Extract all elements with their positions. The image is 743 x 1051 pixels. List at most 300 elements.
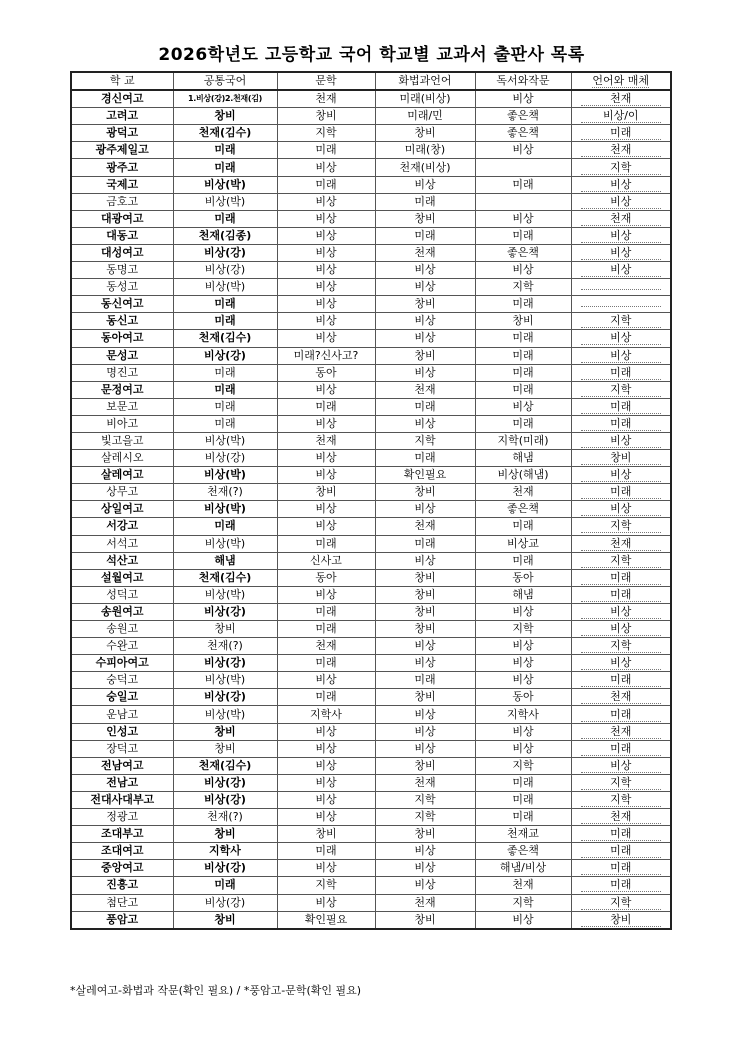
common-korean-cell: 비상(박) (173, 706, 277, 723)
reading-writing-cell: 해냄 (475, 586, 571, 603)
language-media-cell (571, 638, 671, 655)
common-korean-cell: 창비 (173, 911, 277, 929)
speech-language-cell: 창비 (375, 603, 475, 620)
reading-writing-cell: 비상 (475, 603, 571, 620)
school-cell: 문정여고 (71, 381, 173, 398)
table-row (71, 809, 671, 826)
speech-language-cell: 비상 (375, 330, 475, 347)
language-media-value: 천재 (581, 92, 661, 106)
reading-writing-cell: 미래 (475, 330, 571, 347)
language-media-cell (571, 313, 671, 330)
literature-cell: 비상 (277, 740, 375, 757)
table-row (71, 227, 671, 244)
school-cell: 숭덕고 (71, 672, 173, 689)
literature-cell: 비상 (277, 450, 375, 467)
language-media-value: 비상 (581, 605, 661, 619)
language-media-value: 비상 (581, 263, 661, 277)
language-media-value: 미래 (581, 126, 661, 140)
reading-writing-cell: 지학 (475, 621, 571, 638)
language-media-value: 지학 (581, 793, 661, 807)
language-media-cell (571, 621, 671, 638)
table-row (71, 159, 671, 176)
common-korean-cell: 미래 (173, 518, 277, 535)
literature-cell: 비상 (277, 757, 375, 774)
table-row (71, 450, 671, 467)
school-cell: 보문고 (71, 398, 173, 415)
speech-language-cell: 창비 (375, 569, 475, 586)
table-row (71, 364, 671, 381)
literature-cell: 비상 (277, 296, 375, 313)
speech-language-cell: 창비 (375, 826, 475, 843)
reading-writing-cell: 비상(해냄) (475, 467, 571, 484)
language-media-cell (571, 826, 671, 843)
language-media-value: 비상 (581, 246, 661, 260)
language-media-value: 지학 (581, 314, 661, 328)
language-media-value: 창비 (581, 913, 661, 927)
literature-cell: 창비 (277, 826, 375, 843)
language-media-value: 미래 (581, 485, 661, 499)
speech-language-cell: 천재(비상) (375, 159, 475, 176)
table-row (71, 381, 671, 398)
speech-language-cell: 미래 (375, 193, 475, 210)
common-korean-cell: 비상(강) (173, 894, 277, 911)
reading-writing-cell: 비상 (475, 740, 571, 757)
language-media-cell (571, 262, 671, 279)
common-korean-cell: 비상(박) (173, 432, 277, 449)
language-media-value: 비상 (581, 349, 661, 363)
reading-writing-cell: 미래 (475, 791, 571, 808)
reading-writing-cell: 미래 (475, 364, 571, 381)
table-row (71, 432, 671, 449)
common-korean-cell: 비상(강) (173, 689, 277, 706)
common-korean-cell: 미래 (173, 313, 277, 330)
language-media-cell (571, 672, 671, 689)
table-row (71, 689, 671, 706)
language-media-cell (571, 227, 671, 244)
school-cell: 동아여고 (71, 330, 173, 347)
language-media-value: 비상 (581, 468, 661, 482)
speech-language-cell: 확인필요 (375, 467, 475, 484)
textbook-table (70, 71, 672, 930)
speech-language-cell: 미래 (375, 672, 475, 689)
common-korean-cell: 비상(박) (173, 279, 277, 296)
school-cell: 대광여고 (71, 210, 173, 227)
speech-language-cell: 천재 (375, 894, 475, 911)
common-korean-cell: 창비 (173, 826, 277, 843)
speech-language-cell: 미래(창) (375, 142, 475, 159)
language-media-value: 비상 (581, 759, 661, 773)
language-media-cell (571, 586, 671, 603)
language-media-cell (571, 330, 671, 347)
language-media-cell (571, 518, 671, 535)
common-korean-cell: 비상(박) (173, 467, 277, 484)
reading-writing-cell: 비상교 (475, 535, 571, 552)
school-cell: 운남고 (71, 706, 173, 723)
literature-cell: 비상 (277, 586, 375, 603)
reading-writing-cell: 미래 (475, 518, 571, 535)
header-common-korean: 공통국어 (173, 72, 277, 90)
literature-cell: 비상 (277, 467, 375, 484)
reading-writing-cell: 천재 (475, 877, 571, 894)
common-korean-cell: 천재(?) (173, 484, 277, 501)
school-cell: 조대여고 (71, 843, 173, 860)
school-cell: 송원고 (71, 621, 173, 638)
school-cell: 수완고 (71, 638, 173, 655)
table-row (71, 398, 671, 415)
school-cell: 중앙여고 (71, 860, 173, 877)
table-row (71, 672, 671, 689)
reading-writing-cell: 미래 (475, 552, 571, 569)
table-row (71, 740, 671, 757)
language-media-cell (571, 603, 671, 620)
literature-cell: 미래 (277, 621, 375, 638)
speech-language-cell: 비상 (375, 740, 475, 757)
speech-language-cell: 비상 (375, 501, 475, 518)
language-media-cell (571, 535, 671, 552)
language-media-cell (571, 757, 671, 774)
reading-writing-cell: 동아 (475, 689, 571, 706)
table-row (71, 877, 671, 894)
common-korean-cell: 미래 (173, 210, 277, 227)
reading-writing-cell: 지학 (475, 757, 571, 774)
reading-writing-cell: 천재 (475, 484, 571, 501)
school-cell: 비아고 (71, 415, 173, 432)
language-media-value: 천재 (581, 725, 661, 739)
speech-language-cell: 천재 (375, 244, 475, 261)
language-media-cell (571, 740, 671, 757)
literature-cell: 비상 (277, 518, 375, 535)
common-korean-cell: 미래 (173, 296, 277, 313)
literature-cell: 미래 (277, 142, 375, 159)
table-body (71, 90, 671, 929)
school-cell: 살레여고 (71, 467, 173, 484)
literature-cell: 비상 (277, 894, 375, 911)
language-media-value: 창비 (581, 451, 661, 465)
speech-language-cell: 창비 (375, 125, 475, 142)
reading-writing-cell: 지학(미래) (475, 432, 571, 449)
common-korean-cell: 천재(김수) (173, 569, 277, 586)
table-row (71, 296, 671, 313)
school-cell: 설월여고 (71, 569, 173, 586)
reading-writing-cell: 비상 (475, 672, 571, 689)
page-title: 2026학년도 고등학교 국어 학교별 교과서 출판사 목록 (158, 45, 585, 65)
reading-writing-cell: 해냄 (475, 450, 571, 467)
common-korean-cell: 비상(강) (173, 347, 277, 364)
language-media-value: 지학 (581, 554, 661, 568)
school-cell: 석산고 (71, 552, 173, 569)
speech-language-cell: 비상 (375, 638, 475, 655)
literature-cell: 천재 (277, 638, 375, 655)
speech-language-cell: 비상 (375, 723, 475, 740)
school-cell: 광주제일고 (71, 142, 173, 159)
reading-writing-cell: 비상 (475, 723, 571, 740)
language-media-cell (571, 108, 671, 125)
language-media-value: 천재 (581, 690, 661, 704)
literature-cell: 비상 (277, 860, 375, 877)
reading-writing-cell: 동아 (475, 569, 571, 586)
language-media-value: 비상 (581, 195, 661, 209)
common-korean-cell: 비상(강) (173, 791, 277, 808)
school-cell: 진흥고 (71, 877, 173, 894)
speech-language-cell: 창비 (375, 621, 475, 638)
school-cell: 동신여고 (71, 296, 173, 313)
reading-writing-cell: 비상 (475, 210, 571, 227)
school-cell: 전남여고 (71, 757, 173, 774)
speech-language-cell: 비상 (375, 655, 475, 672)
language-media-cell (571, 706, 671, 723)
literature-cell: 비상 (277, 244, 375, 261)
language-media-value: 미래 (581, 400, 661, 414)
speech-language-cell: 비상 (375, 262, 475, 279)
speech-language-cell: 창비 (375, 347, 475, 364)
school-cell: 광주고 (71, 159, 173, 176)
speech-language-cell: 천재 (375, 518, 475, 535)
school-cell: 경신여고 (71, 90, 173, 108)
language-media-cell (571, 877, 671, 894)
speech-language-cell: 지학 (375, 791, 475, 808)
speech-language-cell: 미래/민 (375, 108, 475, 125)
common-korean-cell: 천재(?) (173, 809, 277, 826)
school-cell: 금호고 (71, 193, 173, 210)
language-media-value: 미래 (581, 417, 661, 431)
language-media-cell (571, 347, 671, 364)
literature-cell: 비상 (277, 672, 375, 689)
literature-cell: 지학 (277, 877, 375, 894)
speech-language-cell: 창비 (375, 210, 475, 227)
language-media-cell (571, 279, 671, 296)
literature-cell: 비상 (277, 791, 375, 808)
language-media-value: 비상 (581, 656, 661, 670)
literature-cell: 지학사 (277, 706, 375, 723)
reading-writing-cell: 지학 (475, 894, 571, 911)
language-media-value: 천재 (581, 810, 661, 824)
reading-writing-cell: 비상 (475, 398, 571, 415)
common-korean-cell: 비상(강) (173, 244, 277, 261)
speech-language-cell: 미래 (375, 398, 475, 415)
speech-language-cell: 미래 (375, 535, 475, 552)
common-korean-cell: 1.비상(강)2.천재(김) (173, 90, 277, 108)
table-row (71, 108, 671, 125)
language-media-value: 천재 (581, 212, 661, 226)
table-row (71, 535, 671, 552)
common-korean-cell: 비상(강) (173, 774, 277, 791)
school-cell: 문성고 (71, 347, 173, 364)
school-cell: 살레시오 (71, 450, 173, 467)
speech-language-cell: 지학 (375, 432, 475, 449)
literature-cell: 비상 (277, 313, 375, 330)
school-cell: 인성고 (71, 723, 173, 740)
literature-cell: 비상 (277, 227, 375, 244)
literature-cell: 신사고 (277, 552, 375, 569)
language-media-value: 지학 (581, 519, 661, 533)
school-cell: 수피아여고 (71, 655, 173, 672)
language-media-cell (571, 142, 671, 159)
school-cell: 송원여고 (71, 603, 173, 620)
language-media-value: 미래 (581, 571, 661, 585)
school-cell: 상일여고 (71, 501, 173, 518)
language-media-cell (571, 193, 671, 210)
reading-writing-cell: 비상 (475, 638, 571, 655)
literature-cell: 천재 (277, 90, 375, 108)
language-media-cell (571, 894, 671, 911)
common-korean-cell: 비상(강) (173, 450, 277, 467)
literature-cell: 미래?신사고? (277, 347, 375, 364)
school-cell: 서강고 (71, 518, 173, 535)
reading-writing-cell: 비상 (475, 911, 571, 929)
language-media-cell (571, 467, 671, 484)
language-media-value: 미래 (581, 742, 661, 756)
language-media-value: 비상 (581, 622, 661, 636)
literature-cell: 창비 (277, 108, 375, 125)
table-row (71, 313, 671, 330)
reading-writing-cell: 좋은책 (475, 108, 571, 125)
language-media-cell (571, 484, 671, 501)
literature-cell: 비상 (277, 210, 375, 227)
header-school: 학 교 (71, 72, 173, 90)
school-cell: 전대사대부고 (71, 791, 173, 808)
school-cell: 숭일고 (71, 689, 173, 706)
school-cell: 대성여고 (71, 244, 173, 261)
literature-cell: 비상 (277, 279, 375, 296)
language-media-value: 미래 (581, 588, 661, 602)
table-row (71, 467, 671, 484)
literature-cell: 확인필요 (277, 911, 375, 929)
table-row (71, 860, 671, 877)
language-media-value: 비상 (581, 331, 661, 345)
literature-cell: 비상 (277, 723, 375, 740)
language-media-cell (571, 860, 671, 877)
literature-cell: 미래 (277, 176, 375, 193)
language-media-cell (571, 125, 671, 142)
speech-language-cell: 비상 (375, 364, 475, 381)
school-cell: 동명고 (71, 262, 173, 279)
literature-cell: 천재 (277, 432, 375, 449)
school-cell: 대동고 (71, 227, 173, 244)
literature-cell: 동아 (277, 364, 375, 381)
language-media-cell (571, 364, 671, 381)
common-korean-cell: 창비 (173, 621, 277, 638)
table-row (71, 330, 671, 347)
language-media-value: 미래 (581, 844, 661, 858)
common-korean-cell: 미래 (173, 159, 277, 176)
speech-language-cell: 미래 (375, 450, 475, 467)
language-media-cell (571, 450, 671, 467)
reading-writing-cell: 좋은책 (475, 501, 571, 518)
speech-language-cell: 천재 (375, 381, 475, 398)
table-row (71, 279, 671, 296)
language-media-cell (571, 296, 671, 313)
reading-writing-cell: 비상 (475, 262, 571, 279)
literature-cell: 창비 (277, 484, 375, 501)
language-media-value: 미래 (581, 366, 661, 380)
common-korean-cell: 비상(박) (173, 672, 277, 689)
table-row (71, 210, 671, 227)
literature-cell: 비상 (277, 415, 375, 432)
table-row (71, 142, 671, 159)
school-cell: 동신고 (71, 313, 173, 330)
reading-writing-cell: 좋은책 (475, 244, 571, 261)
language-media-value: 비상 (581, 502, 661, 516)
table-row (71, 791, 671, 808)
table-row (71, 757, 671, 774)
language-media-value: 지학 (581, 383, 661, 397)
table-row (71, 911, 671, 929)
literature-cell: 미래 (277, 843, 375, 860)
reading-writing-cell: 미래 (475, 809, 571, 826)
literature-cell: 비상 (277, 330, 375, 347)
table-row (71, 125, 671, 142)
reading-writing-cell (475, 159, 571, 176)
school-cell: 광덕고 (71, 125, 173, 142)
language-media-cell (571, 809, 671, 826)
speech-language-cell: 비상 (375, 706, 475, 723)
header-speech-language: 화법과언어 (375, 72, 475, 90)
table-row (71, 586, 671, 603)
language-media-cell (571, 843, 671, 860)
language-media-cell (571, 244, 671, 261)
speech-language-cell: 창비 (375, 484, 475, 501)
school-cell: 서석고 (71, 535, 173, 552)
language-media-value: 비상/이 (581, 109, 661, 123)
table-row (71, 518, 671, 535)
reading-writing-cell: 좋은책 (475, 125, 571, 142)
language-media-value: 미래 (581, 878, 661, 892)
table-row (71, 484, 671, 501)
speech-language-cell: 비상 (375, 176, 475, 193)
common-korean-cell: 창비 (173, 740, 277, 757)
table-row (71, 347, 671, 364)
language-media-cell (571, 501, 671, 518)
reading-writing-cell (475, 193, 571, 210)
literature-cell: 비상 (277, 193, 375, 210)
reading-writing-cell: 미래 (475, 227, 571, 244)
language-media-cell (571, 552, 671, 569)
speech-language-cell: 창비 (375, 296, 475, 313)
table-row (71, 193, 671, 210)
language-media-value: 미래 (581, 673, 661, 687)
school-cell: 동성고 (71, 279, 173, 296)
literature-cell: 미래 (277, 603, 375, 620)
school-cell: 정광고 (71, 809, 173, 826)
language-media-cell (571, 774, 671, 791)
reading-writing-cell: 비상 (475, 655, 571, 672)
school-cell: 국제고 (71, 176, 173, 193)
language-media-cell (571, 432, 671, 449)
speech-language-cell: 창비 (375, 757, 475, 774)
language-media-value: 지학 (581, 639, 661, 653)
school-cell: 조대부고 (71, 826, 173, 843)
table-row (71, 90, 671, 108)
reading-writing-cell: 좋은책 (475, 843, 571, 860)
school-cell: 전남고 (71, 774, 173, 791)
reading-writing-cell: 미래 (475, 176, 571, 193)
literature-cell: 비상 (277, 262, 375, 279)
table-row (71, 415, 671, 432)
literature-cell: 미래 (277, 689, 375, 706)
header-language-media: 언어와 매체 (571, 72, 671, 90)
common-korean-cell: 비상(박) (173, 501, 277, 518)
language-media-cell (571, 90, 671, 108)
speech-language-cell: 창비 (375, 911, 475, 929)
school-cell: 첨단고 (71, 894, 173, 911)
table-header-row (71, 72, 671, 90)
language-media-cell (571, 911, 671, 929)
common-korean-cell: 천재(김수) (173, 125, 277, 142)
common-korean-cell: 천재(김수) (173, 757, 277, 774)
reading-writing-cell: 지학 (475, 279, 571, 296)
language-media-value: 미래 (581, 708, 661, 722)
speech-language-cell: 천재 (375, 774, 475, 791)
